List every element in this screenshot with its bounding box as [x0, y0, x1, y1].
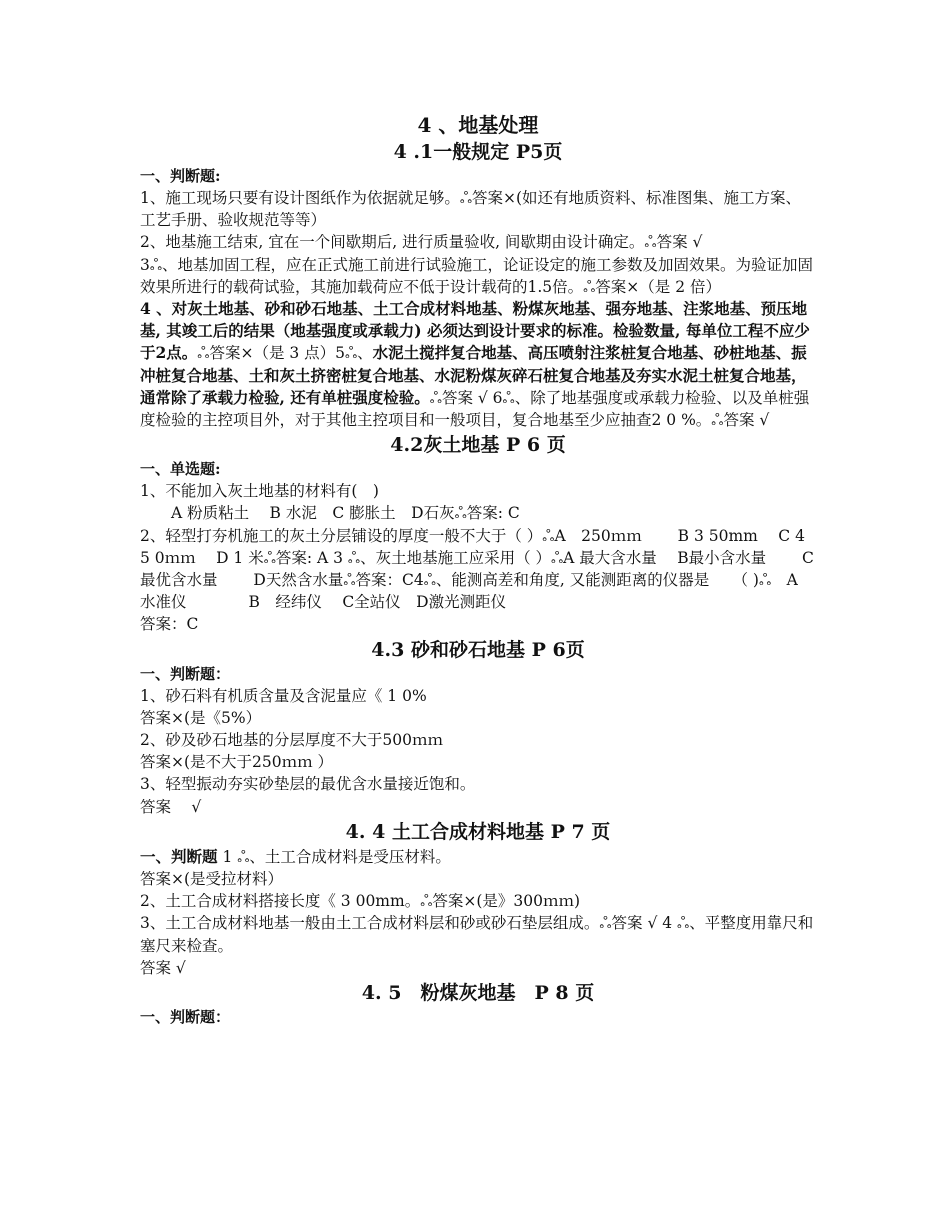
question-item: 1、施工现场只要有设计图纸作为依据就足够。ஃ答案×(如还有地质资料、标准图集、施工方案、工艺手册、验收规范等等） [140, 189, 802, 230]
question-item: 3ஃ、地基加固工程，应在正式施工前进行试验施工，论证设定的施工参数及加固效果。为验证加固效果所进行的载荷试验，其施加载荷应不低于设计载荷的1.5倍。ஃ答案×（是 2 倍） [140, 255, 814, 296]
question-type-label: 一、判断题: [140, 167, 221, 185]
question-item-mixed [140, 298, 816, 431]
question-item: 1 ஃ、土工合成材料是受压材料。 [217, 847, 451, 866]
question-type-label: 一、单选题: [140, 460, 221, 479]
question-item: 1、砂石料有机质含量及含泥量应《 1 0% [140, 686, 427, 705]
answer-line: 答案×(是《5%） [140, 708, 262, 727]
answer-line: 答案 √ [140, 958, 186, 977]
section-heading-4-4: 4. 4 土工合成材料地基 P 7 页 [345, 820, 611, 843]
answer-line: 答案×(是不大于250ｍｍ ） [140, 753, 334, 772]
answer-line: 答案 √ [140, 797, 202, 816]
section-heading-4-5: 4. 5 粉煤灰地基 P 8 页 [361, 982, 595, 1005]
question-item: 2、轻型打夯机施工的灰土分层铺设的厚度一般不大于（ ）ஃA 250ｍｍ B 3 50mm C 4 5 0ｍｍ D 1 米ஃ答案: A 3 ஃ、灰土地基施工应采用（ ）ஃA 最大含水量 B最小含水量 C 最优含水量 D天然含水量ஃ答案：C4ஃ、能测高差和角度, 又能测距离的仪器是 （ )ஃ A 水准仪 B 经纬仪 C全站仪 D激光测距仪 [140, 526, 814, 612]
section-heading-4-2: 4.2灰土地基 P 6 页 [390, 434, 566, 457]
section-heading-4-3: 4.3 砂和砂石地基 P 6页 [371, 638, 585, 661]
question-item: 3、轻型振动夯实砂垫层的最优含水量接近饱和。 [140, 775, 476, 794]
bold-question-text: 水泥土搅拌复合地基、高压喷射注浆桩复合地基、砂桩地基、振冲桩复合地基、土和灰土挤密桩复合地基、水泥粉煤灰碎石桩复合地基及夯实水泥土桩复合地基，通常除了承载力检验, 还有单桩强度检验。 [140, 343, 807, 407]
question-type-line [140, 846, 816, 868]
section-heading-4-1: 4 .1一般规定 P5页 [393, 141, 563, 163]
question-type-label: 一、判断题 [140, 846, 218, 866]
question-type-label: 一、判断题： [140, 1008, 231, 1027]
question-item: 2、土工合成材料搭接长度《 3 00mm。ஃ答案×(是》300ｍｍ) [140, 892, 581, 911]
answer-text: ஃ答案×（是 3 点）5ஃ、 [197, 344, 373, 363]
answer-line: 答案：C [140, 615, 199, 634]
question-item: 2、地基施工结束, 宜在一个间歇期后, 进行质量验收, 间歇期由设计确定。ஃ答案 √ [140, 233, 703, 252]
document-page [140, 112, 816, 1028]
document-title: 4 、地基处理 [417, 113, 539, 137]
question-options: A 粉质粘土 B 水泥 C 膨胀土 D石灰ஃ答案: C [140, 504, 520, 523]
question-item: 2、砂及砂石地基的分层厚度不大于500ｍｍ [140, 731, 443, 750]
bold-question-text: 4 、对灰土地基、砂和砂石地基、土工合成材料地基、粉煤灰地基、强夯地基、注浆地基、预压地基, 其竣工后的结果（地基强度或承载力) 必须达到设计要求的标准。检验数量, 每单位工程不应少于2点。 [140, 299, 810, 363]
answer-line: 答案×(是受拉材料） [140, 870, 284, 889]
answer-text: ஃ答案 √ 6ஃ、除了地基强度或承载力检验、以及单桩强度检验的主控项目外，对于其他主控项目和一般项目，复合地基至少应抽查2 0 %。ஃ答案 √ [140, 388, 810, 430]
question-type-label: 一、判断题： [140, 664, 231, 683]
question-item: 3、土工合成材料地基一般由土工合成材料层和砂或砂石垫层组成。ஃ答案 √ 4 ஃ、平整度用靠尺和塞尺来检查。 [140, 914, 814, 955]
question-item: 1、不能加入灰土地基的材料有( ) [140, 482, 379, 501]
